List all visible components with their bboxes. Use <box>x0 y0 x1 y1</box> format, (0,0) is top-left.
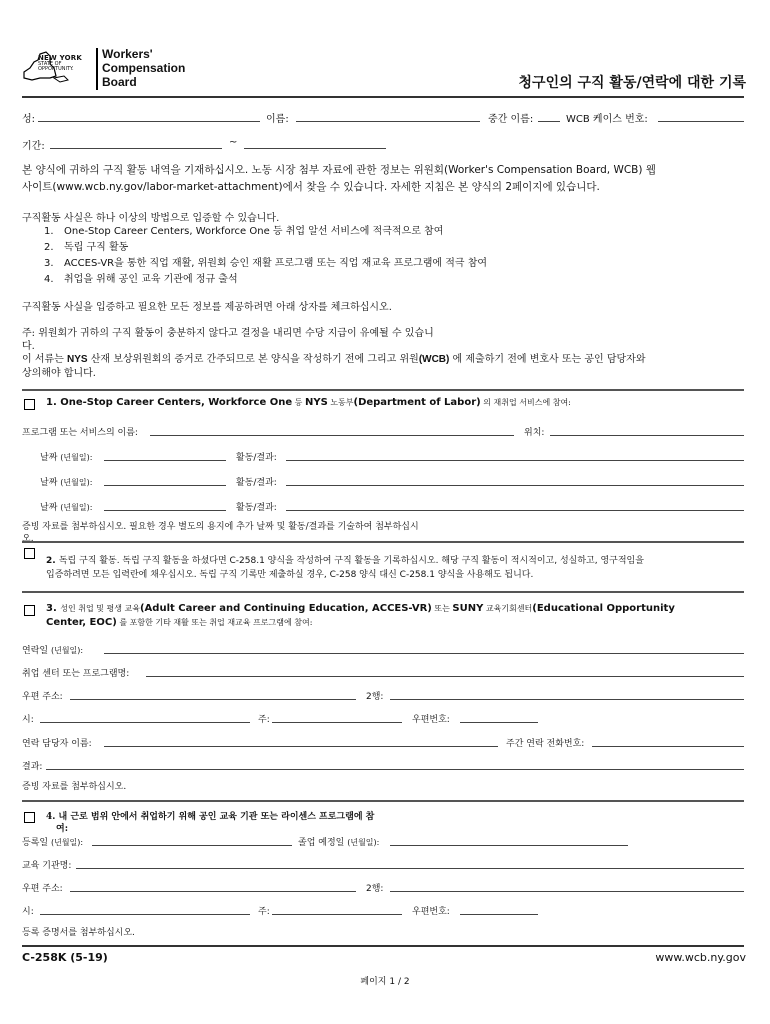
board-name-line1: Workers' <box>102 47 153 61</box>
s1-date-field-1[interactable] <box>104 460 226 461</box>
list-item: 4. 취업을 위해 공인 교육 기관에 정규 출석 <box>44 274 238 285</box>
contact-date-field[interactable] <box>104 653 744 654</box>
s4-address-field[interactable] <box>70 891 356 892</box>
note-line-1: 주: 위원회가 귀하의 구직 활동이 충분하지 않다고 결정을 내리면 수당 지급이 유예될 수 있습니 <box>22 328 434 339</box>
logo-divider <box>96 48 98 90</box>
middle-name-label: 중간 이름: <box>488 114 534 125</box>
grad-date-label: 졸업 예정일 (년월일): <box>298 838 380 848</box>
period-end-field[interactable] <box>244 148 386 149</box>
s1-result-field-2[interactable] <box>286 485 744 486</box>
intro-line-2: 사이트(www.wcb.ny.gov/labor-market-attachment)에서 찾을 수 있습니다. 자세한 지침은 본 양식의 2페이지에 있습니다. <box>22 181 600 193</box>
s3-zip-field[interactable] <box>460 722 538 723</box>
list-item: 3. ACCES-VR을 통한 직업 재활, 위원회 승인 재활 프로그램 또는 직업 재교육 프로그램에 적극 참여 <box>44 258 488 269</box>
s1-date-label-3: 날짜 (년월일): <box>40 503 93 513</box>
list-item: 2. 독립 구직 활동 <box>44 242 129 253</box>
contact-date-label: 연락일 (년월일): <box>22 646 84 656</box>
section-4-title-line-1: 4. 내 근로 범위 안에서 취업하기 위해 공인 교육 기관 또는 라이센스 프로그램에 참 <box>46 812 375 822</box>
s3-line2-label: 2행: <box>366 692 384 702</box>
last-name-label: 성: <box>22 114 36 125</box>
header-rule <box>22 96 744 98</box>
first-name-field[interactable] <box>296 121 480 122</box>
section-1-checkbox[interactable] <box>24 399 35 410</box>
intro-line-1: 본 양식에 귀하의 구직 활동 내역을 기재하십시오. 노동 시장 첨부 자료에 관한 정보는 위원회(Worker's Compensation Board, WCB) 웹 <box>22 164 656 176</box>
enroll-date-field[interactable] <box>92 845 292 846</box>
note-line-3: 이 서류는 NYS 산재 보상위원회의 증거로 간주되므로 본 양식을 작성하기 전에 그리고 위원(WCB) 에 제출하기 전에 변호사 또는 공인 담당자와 <box>22 354 646 365</box>
center-name-label: 취업 센터 또는 프로그램명: <box>22 669 130 679</box>
s3-result-label: 결과: <box>22 762 43 772</box>
contact-person-field[interactable] <box>104 746 498 747</box>
middle-name-field[interactable] <box>538 121 560 122</box>
section-1-footnote-2: 오. <box>22 534 34 544</box>
phone-field[interactable] <box>592 746 744 747</box>
s3-address-field[interactable] <box>70 699 356 700</box>
s3-address-label: 우편 주소: <box>22 692 63 702</box>
grad-date-field[interactable] <box>390 845 628 846</box>
program-name-label: 프로그램 또는 서비스의 이름: <box>22 428 138 438</box>
s3-city-label: 시: <box>22 715 34 725</box>
period-separator: ~ <box>229 137 238 148</box>
last-name-field[interactable] <box>38 121 260 122</box>
period-label: 기간: <box>22 141 45 152</box>
center-name-field[interactable] <box>146 676 744 677</box>
s1-result-label-1: 활동/결과: <box>236 453 277 463</box>
section-2-checkbox[interactable] <box>24 548 35 559</box>
s3-attach-note: 증빙 자료를 첨부하십시오. <box>22 782 127 792</box>
list-item: 1. One-Stop Career Centers, Workforce One 등 취업 알선 서비스에 적극적으로 참여 <box>44 226 444 237</box>
contact-person-label: 연락 담당자 이름: <box>22 739 92 749</box>
section-4-checkbox[interactable] <box>24 812 35 823</box>
s1-result-label-3: 활동/결과: <box>236 503 277 513</box>
s4-city-label: 시: <box>22 907 34 917</box>
s4-state-field[interactable] <box>272 914 402 915</box>
s4-city-field[interactable] <box>40 914 250 915</box>
section-2-line-2: 입증하려면 모든 입력란에 채우십시오. 독립 구직 기록만 제출하실 경우, C-258 양식 대신 C-258.1 양식을 사용해도 됩니다. <box>46 570 534 580</box>
s3-city-field[interactable] <box>40 722 250 723</box>
s1-date-field-3[interactable] <box>104 510 226 511</box>
logo-state-sub2: OPPORTUNITY. <box>38 66 74 72</box>
case-number-field[interactable] <box>658 121 744 122</box>
section-4-rule <box>22 800 744 802</box>
s4-line2-field[interactable] <box>390 891 744 892</box>
location-label: 위치: <box>524 428 545 438</box>
s3-result-field[interactable] <box>46 769 744 770</box>
section-1-rule <box>22 389 744 391</box>
form-code: C-258K (5-19) <box>22 951 108 964</box>
section-3-title-line-1: 3. 성인 취업 및 평생 교육(Adult Career and Continuing Education, ACCES-VR) 또는 SUNY 교육기회센터(Educational Opportunity <box>46 603 675 614</box>
methods-list <box>44 222 487 286</box>
period-start-field[interactable] <box>50 148 222 149</box>
logo-state-sub1: STATE OF <box>38 61 62 67</box>
board-name-line2: Compensation <box>102 61 186 75</box>
note-line-2: 다. <box>22 341 35 352</box>
page-title: 청구인의 구직 활동/연락에 대한 기록 <box>518 75 746 91</box>
section-3-rule <box>22 591 744 593</box>
methods-intro: 구직활동 사실은 하나 이상의 방법으로 입증할 수 있습니다. <box>22 213 280 224</box>
s1-result-field-3[interactable] <box>286 510 744 511</box>
s4-line2-label: 2행: <box>366 884 384 894</box>
enroll-date-label: 등록일 (년월일): <box>22 838 84 848</box>
footer-rule <box>22 945 744 947</box>
check-instruction: 구직활동 사실을 입증하고 필요한 모든 정보를 제공하려면 아래 상자를 체크하십시오. <box>22 302 392 313</box>
program-name-field[interactable] <box>150 435 514 436</box>
section-1-footnote: 증빙 자료를 첨부하십시오. 필요한 경우 별도의 용지에 추가 날짜 및 활동/결과를 기술하여 첨부하십시 <box>22 522 419 532</box>
logo-state-name: NEW YORK <box>38 54 82 62</box>
board-name-line3: Board <box>102 75 137 89</box>
section-3-title-line-2: Center, EOC) 를 포함한 기타 재활 또는 취업 재교육 프로그램에 참여: <box>46 617 313 628</box>
s1-date-field-2[interactable] <box>104 485 226 486</box>
s3-state-label: 주: <box>258 715 270 725</box>
section-3-checkbox[interactable] <box>24 605 35 616</box>
s4-attach-note: 등록 증명서를 첨부하십시오. <box>22 928 135 938</box>
note-line-4: 상의해야 합니다. <box>22 368 96 379</box>
case-number-label: WCB 케이스 번호: <box>566 114 648 125</box>
s4-state-label: 주: <box>258 907 270 917</box>
s1-date-label-2: 날짜 (년월일): <box>40 478 93 488</box>
s3-zip-label: 우편번호: <box>412 715 450 725</box>
section-4-title-line-2: 여: <box>56 824 69 834</box>
first-name-label: 이름: <box>266 114 289 125</box>
section-2-rule <box>22 541 744 543</box>
location-field[interactable] <box>550 435 744 436</box>
section-1-title: 1. One-Stop Career Centers, Workforce One 등 NYS 노동부(Department of Labor) 의 재취업 서비스에 참여: <box>46 397 571 408</box>
s4-zip-field[interactable] <box>460 914 538 915</box>
institution-field[interactable] <box>76 868 744 869</box>
section-2-line-1: 2. 독립 구직 활동. 독립 구직 활동을 하셨다면 C-258.1 양식을 작성하여 구직 활동을 기록하십시오. 해당 구직 활동이 적시적이고, 성실하고, 영구적임을 <box>46 556 644 566</box>
s1-result-label-2: 활동/결과: <box>236 478 277 488</box>
s4-address-label: 우편 주소: <box>22 884 63 894</box>
s3-line2-field[interactable] <box>390 699 744 700</box>
footer-website: www.wcb.ny.gov <box>655 951 746 964</box>
s4-zip-label: 우편번호: <box>412 907 450 917</box>
page-number: 페이지 1 / 2 <box>360 977 410 987</box>
s1-date-label-1: 날짜 (년월일): <box>40 453 93 463</box>
s3-state-field[interactable] <box>272 722 402 723</box>
phone-label: 주간 연락 전화번호: <box>506 739 585 749</box>
institution-label: 교육 기관명: <box>22 861 72 871</box>
s1-result-field-1[interactable] <box>286 460 744 461</box>
